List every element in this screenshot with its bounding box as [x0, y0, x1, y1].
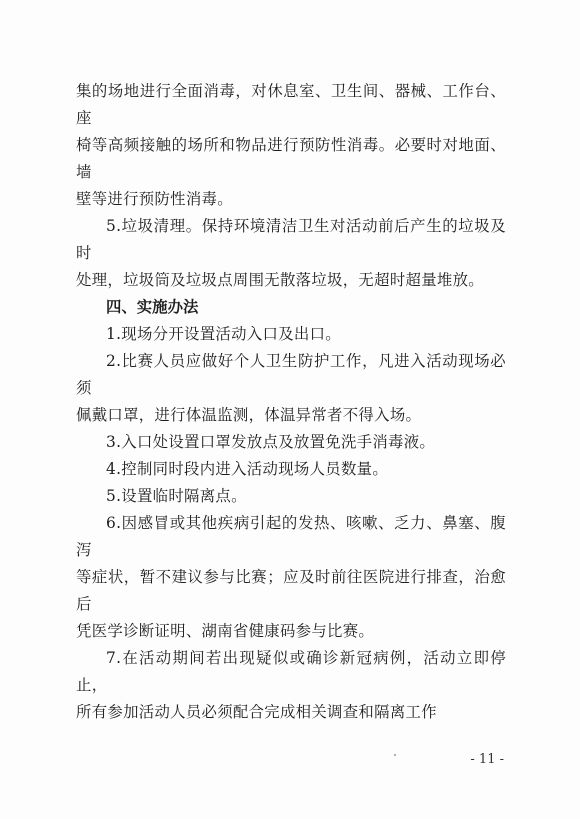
item-1: [76, 321, 506, 348]
section-heading-implementation: 四、实施办法: [106, 298, 199, 316]
item-2: [76, 348, 506, 429]
scan-speck: [394, 754, 396, 756]
item-5: [76, 483, 506, 510]
text-line: 所有参加活动人员必须配合完成相关调查和隔离工作: [76, 703, 437, 721]
text-line: 4.控制同时段内进入活动现场人员数量。: [106, 460, 389, 478]
text-line: 6.因感冒或其他疾病引起的发热、咳嗽、乏力、鼻塞、腹泻: [76, 514, 506, 559]
page-number: - 11 -: [470, 752, 504, 767]
item-4: [76, 456, 506, 483]
item-7: [76, 645, 506, 726]
text-line: 等症状，暂不建议参与比赛；应及时前往医院进行排查，治愈后: [76, 568, 506, 613]
text-line: 壁等进行预防性消毒。: [76, 190, 233, 208]
text-line: 2.比赛人员应做好个人卫生防护工作，凡进入活动现场必须: [76, 352, 506, 397]
text-line: 5.垃圾清理。保持环境清洁卫生对活动前后产生的垃圾及时: [76, 217, 506, 262]
item-3: [76, 429, 506, 456]
text-line: 1.现场分开设置活动入口及出口。: [106, 325, 341, 343]
text-line: 5.设置临时隔离点。: [106, 487, 247, 505]
paragraph-disinfection-continued: [76, 78, 506, 213]
text-line: 凭医学诊断证明、湖南省健康码参与比赛。: [76, 622, 375, 640]
text-line: 椅等高频接触的场所和物品进行预防性消毒。必要时对地面、墙: [76, 136, 506, 181]
text-line: 集的场地进行全面消毒，对休息室、卫生间、器械、工作台、座: [76, 82, 506, 127]
text-line: 7.在活动期间若出现疑似或确诊新冠病例，活动立即停止，: [76, 649, 506, 694]
document-body: [76, 78, 506, 726]
text-line: 佩戴口罩，进行体温监测，体温异常者不得入场。: [76, 406, 422, 424]
paragraph-garbage-cleanup: [76, 213, 506, 294]
item-6: [76, 510, 506, 645]
text-line: 3.入口处设置口罩发放点及放置免洗手消毒液。: [106, 433, 436, 451]
text-line: 处理，垃圾筒及垃圾点周围无散落垃圾，无超时超量堆放。: [76, 271, 484, 289]
